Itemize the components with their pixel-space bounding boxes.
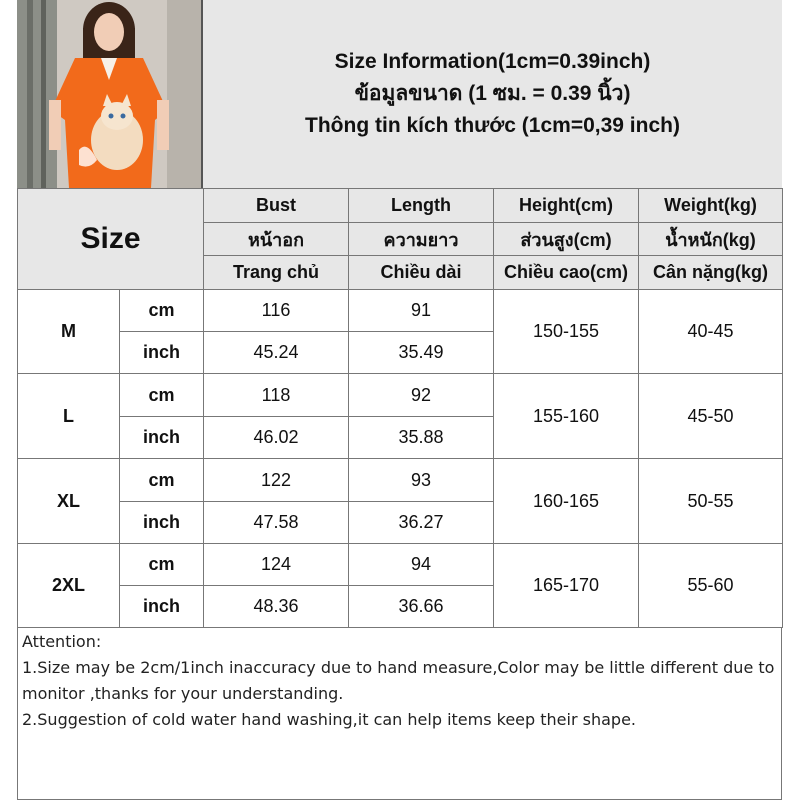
length-cm: 91 (349, 290, 494, 332)
note-measurement: 1.Size may be 2cm/1inch inaccuracy due to hand measure,Color may be little different due to monitor ,thanks for your understanding. (22, 658, 775, 703)
length-cm: 92 (349, 374, 494, 417)
attention-heading: Attention: (22, 632, 102, 651)
length-cm: 93 (349, 459, 494, 502)
attention-notes (17, 627, 782, 800)
product-photo (17, 0, 203, 188)
bust-inch: 47.58 (204, 502, 349, 544)
size-label-xl: XL (18, 459, 120, 544)
size-label-l: L (18, 374, 120, 459)
title-thai: ข้อมูลขนาด (1 ซม. = 0.39 นิ้ว) (354, 82, 631, 105)
table-row (18, 290, 783, 332)
weight-range: 55-60 (639, 544, 783, 628)
size-table (17, 188, 783, 628)
weight-header-vietnamese: Cân nặng(kg) (639, 256, 783, 290)
bust-header-vietnamese: Trang chủ (204, 256, 349, 290)
weight-header-thai: น้ำหนัก(kg) (639, 223, 783, 256)
weight-range: 45-50 (639, 374, 783, 459)
unit-cm: cm (120, 290, 204, 332)
bust-cm: 124 (204, 544, 349, 586)
unit-cm: cm (120, 459, 204, 502)
weight-range: 40-45 (639, 290, 783, 374)
size-information-header (203, 0, 782, 188)
length-inch: 36.27 (349, 502, 494, 544)
height-range: 160-165 (494, 459, 639, 544)
height-range: 150-155 (494, 290, 639, 374)
table-row (18, 374, 783, 417)
weight-header: Weight(kg) (639, 189, 783, 223)
size-column-header: Size (18, 189, 204, 290)
length-cm: 94 (349, 544, 494, 586)
unit-inch: inch (120, 586, 204, 628)
bust-inch: 46.02 (204, 417, 349, 459)
unit-inch: inch (120, 502, 204, 544)
unit-cm: cm (120, 374, 204, 417)
model-image (17, 0, 203, 188)
height-range: 155-160 (494, 374, 639, 459)
size-label-m: M (18, 290, 120, 374)
length-inch: 36.66 (349, 586, 494, 628)
bust-inch: 48.36 (204, 586, 349, 628)
bust-header-thai: หน้าอก (204, 223, 349, 256)
bust-inch: 45.24 (204, 332, 349, 374)
bust-cm: 116 (204, 290, 349, 332)
header-row-english (18, 189, 783, 223)
weight-range: 50-55 (639, 459, 783, 544)
length-header-vietnamese: Chiều dài (349, 256, 494, 290)
table-row (18, 544, 783, 586)
title-vietnamese: Thông tin kích thước (1cm=0,39 inch) (305, 114, 680, 137)
title-english: Size Information(1cm=0.39inch) (334, 50, 651, 73)
length-inch: 35.49 (349, 332, 494, 374)
bust-header: Bust (204, 189, 349, 223)
size-label-2xl: 2XL (18, 544, 120, 628)
unit-inch: inch (120, 332, 204, 374)
length-header: Length (349, 189, 494, 223)
bust-cm: 118 (204, 374, 349, 417)
height-range: 165-170 (494, 544, 639, 628)
note-washing: 2.Suggestion of cold water hand washing,it can help items keep their shape. (22, 710, 636, 729)
unit-inch: inch (120, 417, 204, 459)
length-inch: 35.88 (349, 417, 494, 459)
unit-cm: cm (120, 544, 204, 586)
height-header-vietnamese: Chiều cao(cm) (494, 256, 639, 290)
bust-cm: 122 (204, 459, 349, 502)
height-header: Height(cm) (494, 189, 639, 223)
length-header-thai: ความยาว (349, 223, 494, 256)
size-chart (17, 0, 782, 800)
height-header-thai: ส่วนสูง(cm) (494, 223, 639, 256)
table-row (18, 459, 783, 502)
